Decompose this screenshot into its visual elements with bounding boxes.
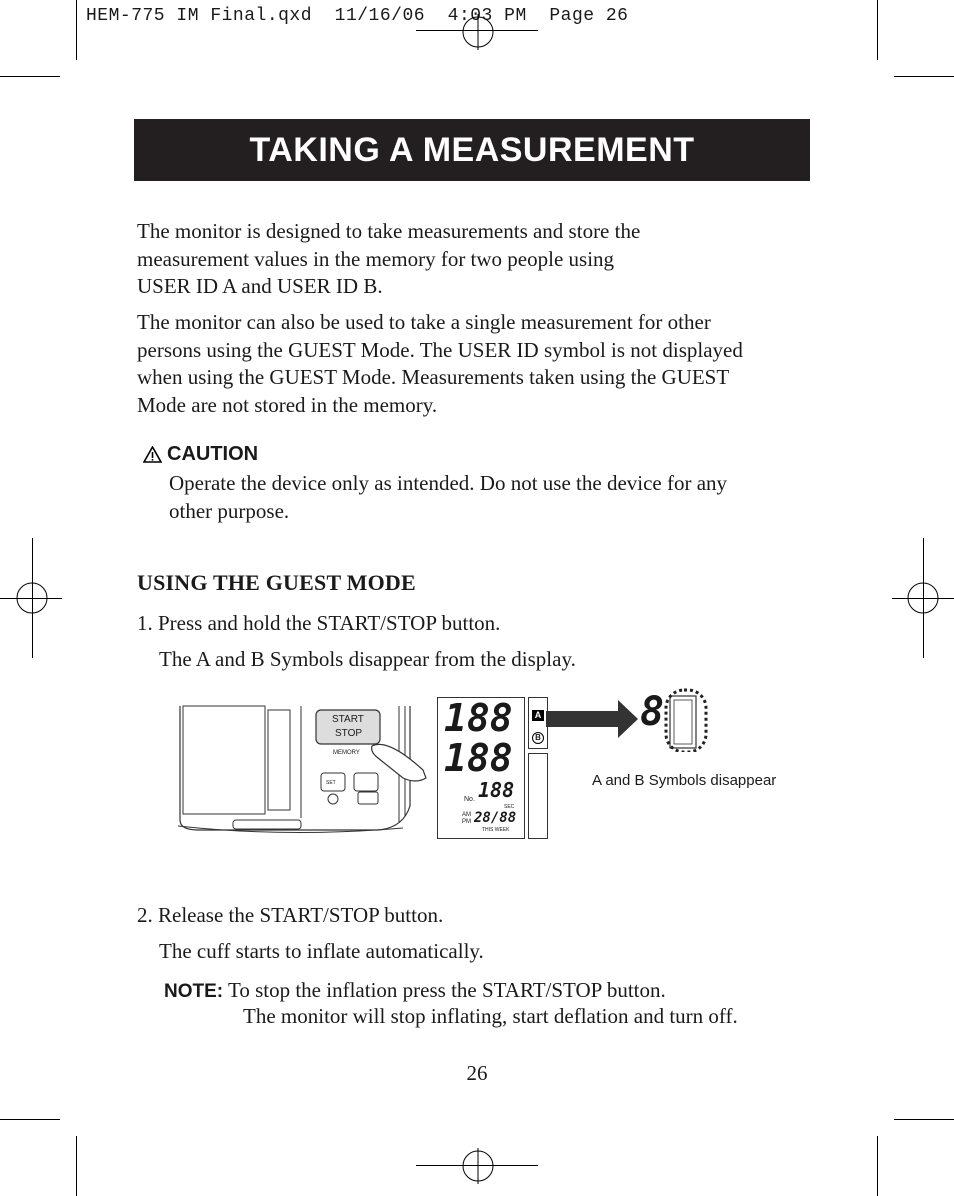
- note-line-1: To stop the inflation press the START/STOP button.: [227, 978, 666, 1002]
- caution-line: Operate the device only as intended. Do not use the device for any: [169, 471, 728, 495]
- intro-paragraph-1: [137, 218, 640, 301]
- step-2-detail: The cuff starts to inflate automatically.: [159, 939, 484, 963]
- lcd-pm: PM: [462, 819, 471, 825]
- lcd-pulse: 188: [478, 778, 515, 802]
- caution-text: [169, 470, 727, 525]
- step-1: 1. Press and hold the START/STOP button.: [137, 611, 501, 635]
- intro-line: USER ID A and USER ID B.: [137, 274, 383, 298]
- page-title: TAKING A MEASUREMENT: [134, 119, 810, 181]
- stop-label: STOP: [335, 728, 363, 739]
- note: [164, 977, 666, 1005]
- lcd-display: [437, 697, 525, 839]
- symbol-a: A: [532, 710, 544, 721]
- caution-label: CAUTION: [167, 443, 259, 465]
- page-number: 26: [466, 1061, 488, 1085]
- lcd-this-week: THIS WEEK: [482, 827, 510, 833]
- intro-line: when using the GUEST Mode. Measurements taken using the GUEST: [137, 365, 730, 389]
- caution-heading: [143, 443, 258, 466]
- warning-triangle-icon: [143, 446, 162, 463]
- arrow-right-icon: [546, 700, 638, 740]
- lcd-date: 28/88: [474, 810, 517, 826]
- intro-line: Mode are not stored in the memory.: [137, 392, 438, 417]
- step-1-detail: The A and B Symbols disappear from the display.: [159, 647, 576, 671]
- section-title: USING THE GUEST MODE: [137, 570, 416, 595]
- step-2: 2. Release the START/STOP button.: [137, 903, 444, 927]
- intro-line: The monitor is designed to take measurements and store the: [137, 219, 641, 243]
- intro-line: measurement values in the memory for two people using: [137, 246, 615, 271]
- lcd-systolic: 188: [444, 696, 513, 740]
- lcd-no: No.: [464, 796, 475, 803]
- start-label: START: [332, 714, 364, 725]
- lcd-diastolic: 188: [444, 736, 513, 780]
- figure-caption: A and B Symbols disappear: [592, 772, 777, 789]
- registration-mark-top: [460, 14, 496, 50]
- user-id-panel: [528, 697, 548, 749]
- note-label: NOTE:: [164, 981, 224, 1002]
- registration-mark-bottom: [460, 1148, 496, 1184]
- intro-line: persons using the GUEST Mode. The USER ID symbol is not displayed: [137, 337, 743, 362]
- set-label: SET: [326, 780, 336, 786]
- symbol-b: B: [532, 732, 544, 744]
- mode-icons-panel: [528, 753, 548, 839]
- lcd-am: AM: [462, 812, 471, 818]
- file-header: HEM-775 IM Final.qxd 11/16/06 4:03 PM Page 26: [86, 6, 629, 26]
- memory-label: MEMORY: [333, 750, 360, 756]
- caution-line: other purpose.: [169, 498, 290, 523]
- lcd-detail-digit: 8: [640, 689, 665, 735]
- intro-line: The monitor can also be used to take a single measurement for other: [137, 310, 711, 334]
- intro-paragraph-2: [137, 309, 743, 419]
- lcd-sec: SEC: [504, 804, 515, 810]
- note-line-2: The monitor will stop inflating, start deflation and turn off.: [243, 1004, 738, 1028]
